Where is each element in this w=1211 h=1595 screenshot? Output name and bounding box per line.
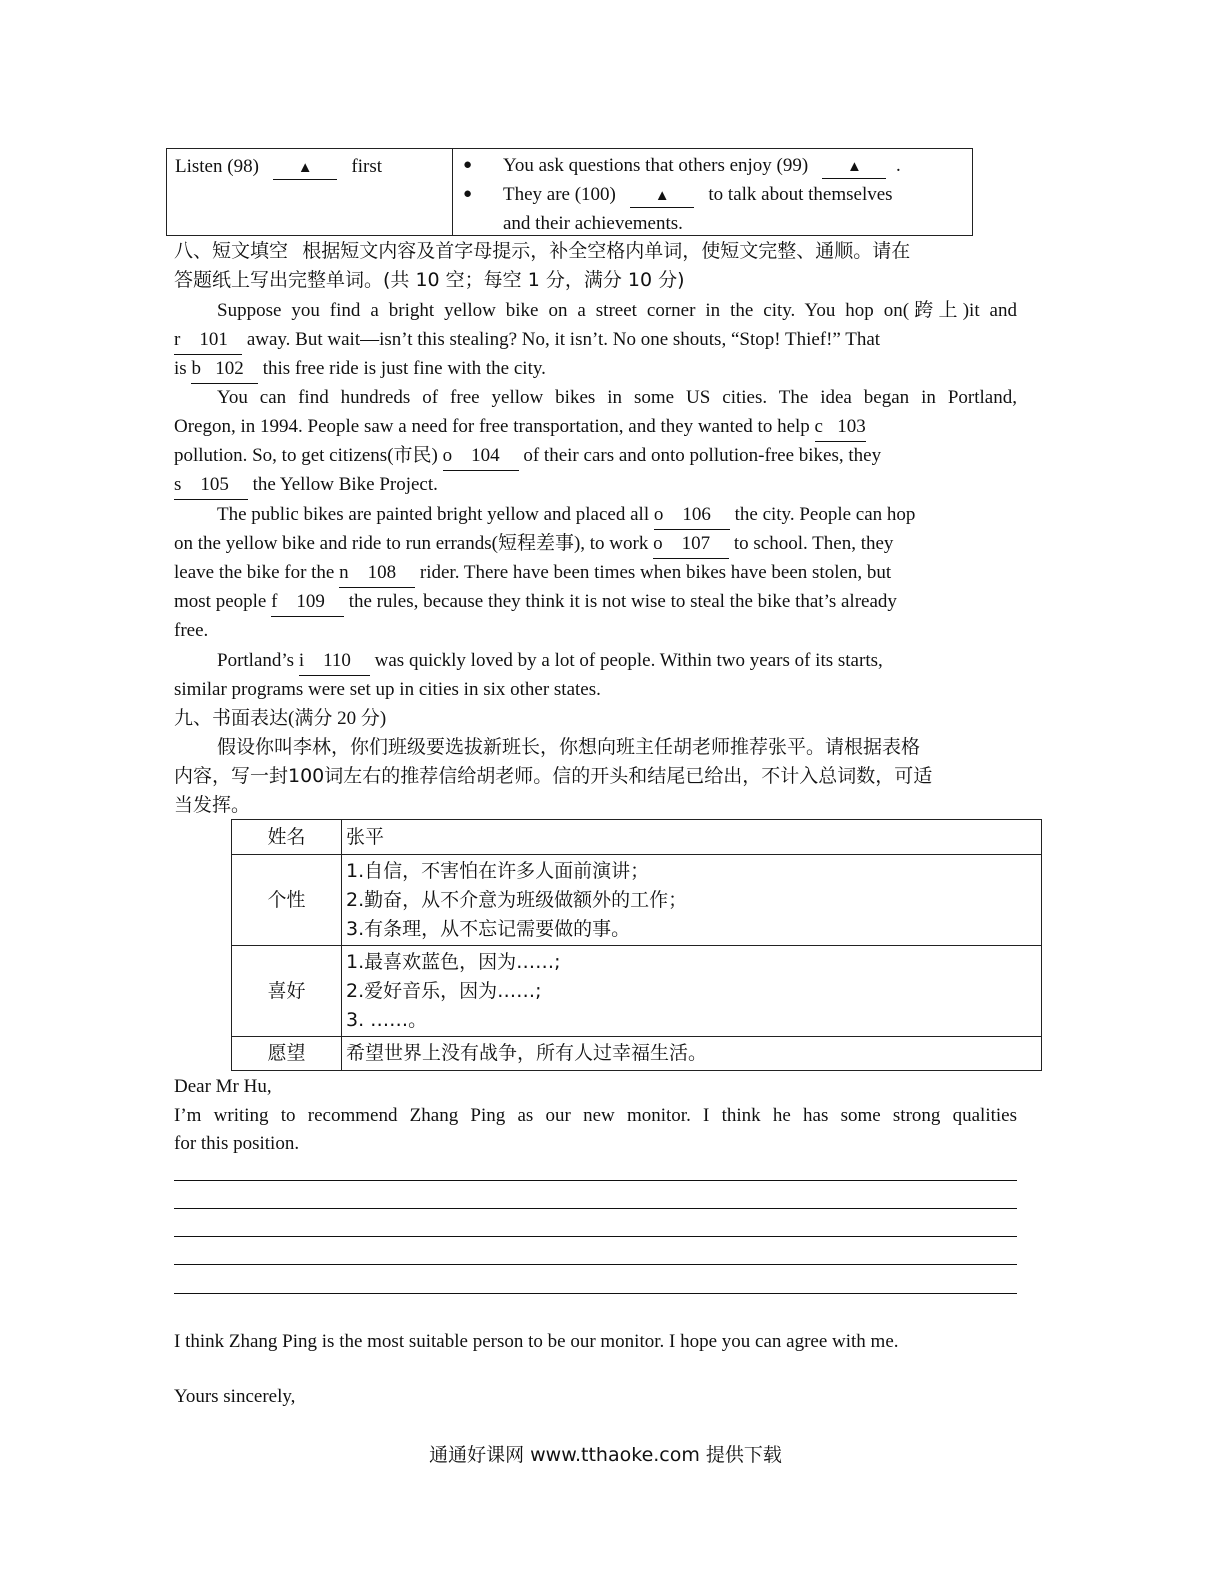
p1-line2 (174, 325, 1017, 355)
blank-110: i 110 (299, 646, 370, 676)
recommendation-info-table (231, 819, 1042, 1071)
letter-signoff: Yours sincerely, (174, 1386, 296, 1407)
p3-line4-pre: most people (174, 591, 272, 612)
q100-blank (630, 184, 694, 208)
p2-line3 (174, 441, 1017, 471)
personality-cell (342, 855, 1042, 946)
writing-line (174, 1180, 1017, 1181)
blank-105: s 105 (174, 470, 248, 500)
triangle-icon: ▲ (297, 160, 313, 176)
section9-instruction-1-text: 假设你叫李林，你们班级要选拔新班长，你想向班主任胡老师推荐张平。请根据表格 (217, 736, 921, 758)
p3-line1 (174, 500, 1017, 530)
p2-line2-text: Oregon, in 1994. People saw a need for free transportation, and they wanted to help (174, 416, 815, 437)
blank-101: r 101 (174, 325, 242, 355)
p2-line1 (174, 383, 1017, 412)
section8-heading: 八、短文填空 (174, 240, 289, 262)
summary-table-left-cell (167, 149, 453, 235)
p3-line3-text: rider. There have been times when bikes have been stolen, but (415, 562, 892, 583)
p1-line2-text: away. But wait—isn’t this stealing? No, it isn’t. No one shouts, “Stop! Thief!” That (242, 329, 881, 350)
p2-line2 (174, 412, 1017, 442)
section9-instruction-1 (174, 733, 1017, 762)
p2-line4-text: the Yellow Bike Project. (247, 474, 438, 495)
writing-line (174, 1264, 1017, 1265)
bullet-icon: ● (463, 186, 473, 202)
p3-line2 (174, 529, 1017, 559)
blank-107: o 107 (653, 529, 729, 559)
letter-closing: I think Zhang Ping is the most suitable person to be our monitor. I hope you can agree with me. (174, 1331, 899, 1352)
table-row (232, 855, 1042, 946)
blank-109: f 109 (271, 587, 344, 617)
q99-end: . (895, 155, 901, 176)
section8-heading-line (174, 237, 1017, 266)
section9-instruction-3: 当发挥。 (174, 794, 251, 816)
p4-line1-text: was quickly loved by a lot of people. Within two years of its starts, (369, 650, 883, 671)
blank-103: c 103 (815, 412, 866, 442)
table-row (232, 1037, 1042, 1071)
p1-line3-pre: is (174, 358, 192, 379)
p1-line3 (174, 354, 1017, 384)
section9-score: (满分 20 分) (288, 708, 387, 729)
p2-line1-text: You can find hundreds of free yellow bikes in some US cities. The idea began in Portland, (217, 387, 1017, 408)
personality-label: 个性 (232, 855, 342, 946)
q100-continuation: and their achievements. (503, 213, 683, 234)
triangle-icon: ▲ (847, 159, 862, 175)
p3-line4 (174, 587, 1017, 617)
name-value: 张平 (342, 820, 1042, 855)
p4-line2: similar programs were set up in cities in six other states. (174, 679, 601, 700)
wish-value: 希望世界上没有战争，所有人过幸福生活。 (342, 1037, 1042, 1071)
q98-suffix: first (351, 156, 383, 177)
q98-blank (273, 156, 337, 180)
p2-line3-text: of their cars and onto pollution-free bikes, they (518, 445, 882, 466)
q98-prefix: Listen (98) (175, 156, 259, 177)
p3-line3-pre: leave the bike for the (174, 562, 340, 583)
p3-line1-text: the city. People can hop (729, 504, 916, 525)
hobby-item: 3. ……。 (346, 1008, 428, 1031)
blank-108: n 108 (339, 558, 415, 588)
writing-line (174, 1208, 1017, 1209)
p3-line3 (174, 558, 1017, 588)
blank-102: b 102 (191, 354, 258, 384)
section9-instruction-2: 内容，写一封100词左右的推荐信给胡老师。信的开头和结尾已给出，不计入总词数，可适 (174, 765, 933, 787)
writing-line (174, 1293, 1017, 1294)
q100-text: They are (100) (503, 184, 616, 205)
section9-heading-line (174, 704, 1017, 733)
p1-line1 (174, 296, 1017, 325)
letter-greeting: Dear Mr Hu, (174, 1076, 272, 1097)
personality-item: 2.勤奋，从不介意为班级做额外的工作； (346, 888, 688, 911)
writing-line (174, 1236, 1017, 1237)
p3-line2-text: to school. Then, they (729, 533, 894, 554)
table-row (232, 820, 1042, 855)
p1-line3-text: this free ride is just fine with the city. (257, 358, 546, 379)
q100-suffix: to talk about themselves (708, 184, 893, 205)
letter-opening-1: I’m writing to recommend Zhang Ping as our new monitor. I think he has some strong qualities (174, 1105, 1017, 1126)
hobby-cell (342, 946, 1042, 1037)
personality-item: 1.自信，不害怕在许多人面前演讲； (346, 859, 650, 882)
p4-line1-pre: Portland’s (217, 650, 299, 671)
hobby-item: 2.爱好音乐，因为……; (346, 979, 542, 1002)
footer-credit: 通通好课网 www.tthaoke.com 提供下载 (429, 1444, 782, 1466)
bullet-icon: ● (463, 157, 473, 173)
letter-opening-2: for this position. (174, 1133, 300, 1154)
hobby-label: 喜好 (232, 946, 342, 1037)
p3-line2-pre: on the yellow bike and ride to run errands(短程差事), to work (174, 533, 654, 554)
blank-104: o 104 (443, 441, 519, 471)
name-label: 姓名 (232, 820, 342, 855)
personality-item: 3.有条理，从不忘记需要做的事。 (346, 917, 631, 940)
table-row (232, 946, 1042, 1037)
section9-heading: 九、书面表达 (174, 707, 289, 729)
p2-line4 (174, 470, 1017, 500)
q99-text: You ask questions that others enjoy (99) (503, 155, 809, 176)
p3-line1-pre: The public bikes are painted bright yellow and placed all (217, 504, 654, 525)
p3-line5: free. (174, 620, 209, 641)
hobby-item: 1.最喜欢蓝色，因为……; (346, 950, 561, 973)
summary-table-right-cell (453, 149, 972, 235)
summary-table (166, 148, 973, 236)
p1-line1-text: Suppose you find a bright yellow bike on a street corner in the city. You hop on(跨上)it and (217, 300, 1017, 321)
wish-label: 愿望 (232, 1037, 342, 1071)
section8-instruction-2: 答题纸上写出完整单词。(共 10 空；每空 1 分，满分 10 分) (174, 269, 685, 291)
p4-line1 (174, 646, 1017, 676)
triangle-icon: ▲ (654, 188, 670, 204)
p2-line3-pre: pollution. So, to get citizens(市民) (174, 445, 443, 466)
section8-instruction-1: 根据短文内容及首字母提示，补全空格内单词，使短文完整、通顺。请在 (302, 240, 911, 262)
blank-106: o 106 (654, 500, 730, 530)
p3-line4-text: the rules, because they think it is not wise to steal the bike that’s already (343, 591, 897, 612)
q99-blank (822, 155, 886, 179)
